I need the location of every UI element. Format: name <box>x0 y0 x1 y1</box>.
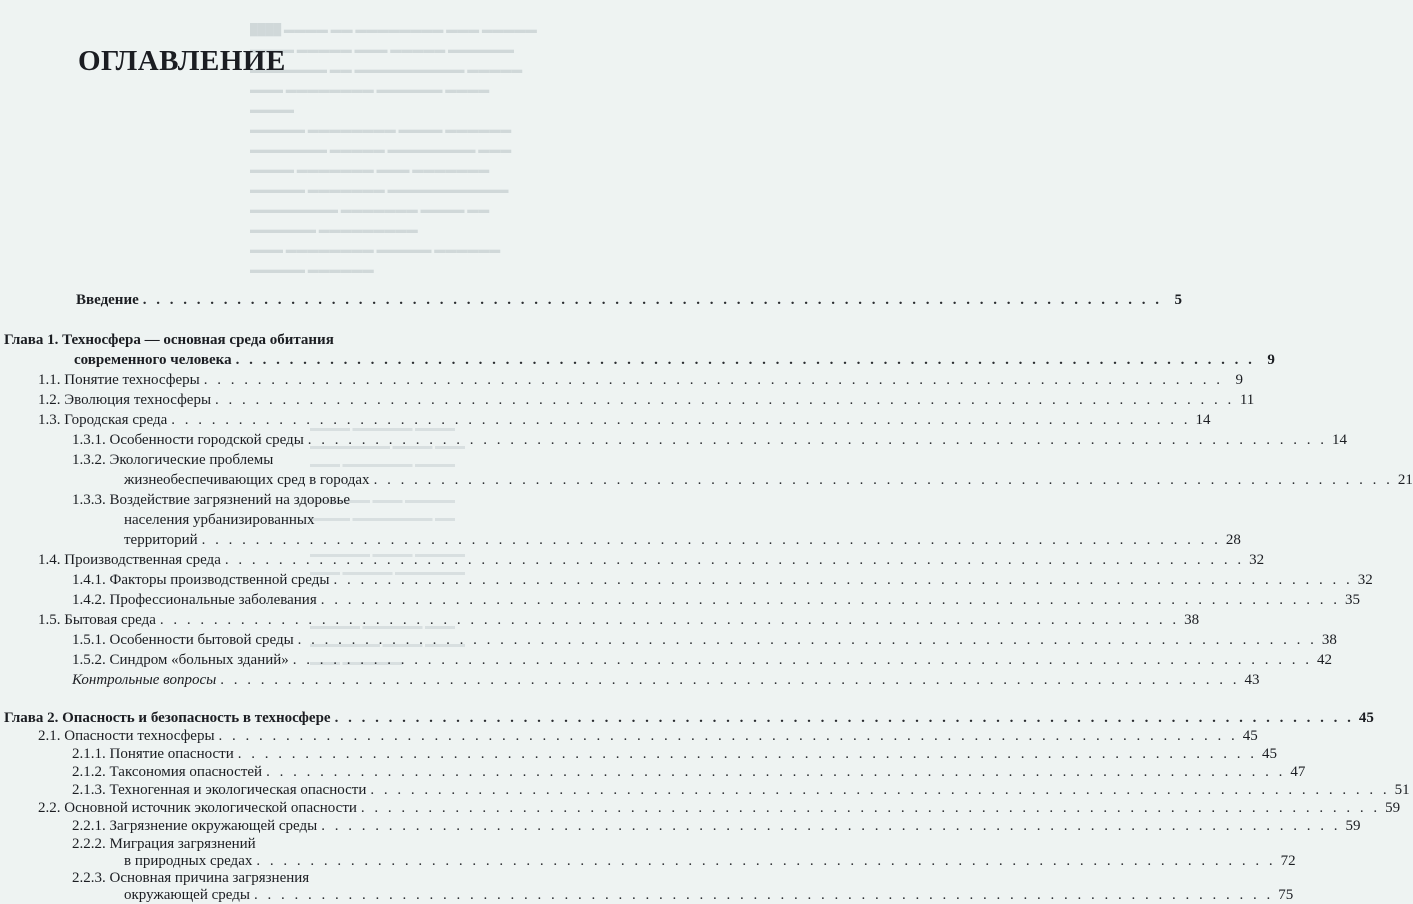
toc-page-number: 47 <box>1290 763 1306 780</box>
bleed-through-texture: ████ ▬▬▬▬ ▬▬ ▬▬▬▬▬▬▬▬ ▬▬▬ ▬▬▬▬▬ ▬▬▬▬ ▬▬▬▬▬ ▬▬▬ ▬▬▬▬▬ ▬▬▬▬▬▬ ▬▬▬▬▬▬▬ ▬▬ ▬▬▬▬▬▬▬▬▬▬ ▬▬▬▬▬ ▬▬▬ ▬▬▬▬▬▬▬▬ ▬▬▬▬▬▬ ▬▬▬▬ ▬▬▬▬ ▬▬▬▬▬ ▬▬▬▬▬▬▬▬ ▬▬▬▬ ▬▬▬▬▬▬ ▬▬▬▬▬▬▬ ▬▬▬▬▬ ▬▬▬▬▬▬▬▬ ▬▬▬ ▬▬▬▬ ▬▬▬▬▬▬▬ ▬▬▬ ▬▬▬▬▬▬▬ ▬▬▬▬▬ ▬▬▬▬▬▬▬ ▬▬▬▬▬▬▬▬▬▬▬ ▬▬▬▬▬▬▬▬ ▬▬▬▬▬▬▬ ▬▬▬▬ ▬▬ ▬▬▬▬▬▬ ▬▬▬▬▬▬▬▬▬ ▬▬▬ ▬▬▬▬▬▬▬▬ ▬▬▬▬▬ ▬▬▬▬▬▬ ▬▬▬▬▬ ▬▬▬▬▬▬ <box>250 24 537 276</box>
toc-page-number: 51 <box>1394 781 1410 798</box>
toc-page-number: 28 <box>1225 532 1241 548</box>
toc-entry-1-2 <box>38 392 1255 409</box>
toc-entry-2-2-2: 2.2.2. Миграция загрязнений <box>72 835 256 852</box>
toc-entry-label: Глава 2. Опасность и безопасность в техносфере <box>4 709 331 726</box>
toc-page-number: 43 <box>1244 672 1260 688</box>
toc-page-number: 11 <box>1239 392 1255 408</box>
dot-leader <box>202 532 1221 549</box>
dot-leader <box>160 612 1179 629</box>
toc-entry-2-1-1 <box>72 745 1277 763</box>
toc-entry-label: 2.1. Опасности техносферы <box>38 727 215 744</box>
toc-entry-1-1 <box>38 372 1243 389</box>
dot-leader <box>238 746 1257 763</box>
toc-entry-label: 1.3.1. Особенности городской среды <box>72 432 304 448</box>
dot-leader <box>361 800 1380 817</box>
toc-entry-1-4-2 <box>72 592 1360 609</box>
toc-entry-1-5 <box>38 612 1200 629</box>
toc-entry-2-2-1 <box>72 817 1361 835</box>
toc-entry-1-3-3: 1.3.3. Воздействие загрязнений на здоровье <box>72 492 351 508</box>
toc-entry-label: 1.2. Эволюция техносферы <box>38 392 212 408</box>
toc-entry-2-2 <box>38 799 1401 817</box>
toc-entry-1-5-1 <box>72 632 1337 649</box>
toc-entry-label: 1.5.2. Синдром «больных зданий» <box>72 652 289 668</box>
toc-page-number: 9 <box>1235 372 1243 388</box>
toc-entry-review-questions <box>72 672 1260 689</box>
dot-leader <box>236 352 1255 369</box>
toc-page-number: 32 <box>1249 552 1265 568</box>
toc-entry-1-3 <box>38 412 1211 429</box>
toc-entry-label: Контрольные вопросы <box>72 672 217 688</box>
toc-entry-2-1-2 <box>72 763 1306 781</box>
toc-entry-1-3-3-cont2 <box>124 532 1241 549</box>
toc-entry-1-5-2 <box>72 652 1333 669</box>
dot-leader <box>225 552 1244 569</box>
toc-entry-label: Введение <box>76 292 139 308</box>
dot-leader <box>219 728 1238 745</box>
toc-page-number: 45 <box>1358 709 1374 726</box>
toc-entry-label: современного человека <box>74 352 232 368</box>
toc-entry-1-3-2-cont <box>124 472 1413 489</box>
toc-page-number: 38 <box>1321 632 1337 648</box>
bleed-through-texture-lower: ▬▬▬▬ ▬▬▬▬▬▬ ▬▬▬▬ ▬▬▬▬▬▬▬▬ ▬▬▬▬ ▬▬▬ ▬▬▬ ▬▬▬▬▬▬▬ ▬▬▬▬ ▬▬▬▬▬▬ ▬▬▬ ▬▬▬▬▬ ▬▬▬▬ ▬▬▬▬▬▬▬▬ ▬▬ ▬▬▬▬▬▬ ▬▬▬▬ ▬▬▬▬▬ ▬▬▬ ▬▬▬▬▬ ▬▬▬▬▬▬▬ ▬▬▬▬▬ ▬▬▬▬▬▬ ▬▬▬ ▬▬▬▬▬▬▬ ▬▬▬▬ ▬▬▬▬ ▬▬▬ ▬▬▬▬▬▬ <box>310 423 465 668</box>
toc-entry-label: 2.2.1. Загрязнение окружающей среды <box>72 817 318 834</box>
toc-page-number: 32 <box>1357 572 1373 588</box>
toc-page-number: 14 <box>1332 432 1348 448</box>
toc-entry-label: 2.1.2. Таксономия опасностей <box>72 763 263 780</box>
toc-page-number: 72 <box>1280 853 1296 869</box>
toc-entry-label: жизнеобеспечивающих сред в городах <box>124 472 370 488</box>
dot-leader <box>293 652 1312 669</box>
toc-page-number: 42 <box>1317 652 1333 668</box>
toc-page-number: 59 <box>1385 799 1401 816</box>
dot-leader <box>374 472 1393 489</box>
toc-entry-label: 2.1.1. Понятие опасности <box>72 745 234 762</box>
toc-entry-chapter-1: Глава 1. Техносфера — основная среда обитания <box>4 332 334 348</box>
toc-page-number: 35 <box>1345 592 1360 608</box>
toc-entry-label: в природных средах <box>124 853 253 869</box>
dot-leader <box>321 592 1340 609</box>
toc-entry-label: 1.3. Городская среда <box>38 412 168 428</box>
dot-leader <box>204 372 1223 389</box>
dot-leader <box>321 818 1340 835</box>
dot-leader <box>171 412 1190 429</box>
toc-page-number: 9 <box>1267 352 1275 368</box>
dot-leader <box>333 572 1352 589</box>
toc-entry-label: 1.5.1. Особенности бытовой среды <box>72 632 294 648</box>
dot-leader <box>143 292 1162 309</box>
toc-entry-label: 2.1.3. Техногенная и экологическая опасности <box>72 781 367 798</box>
toc-entry-1-4 <box>38 552 1265 569</box>
dot-leader <box>335 710 1354 727</box>
dot-leader <box>254 887 1273 904</box>
toc-entry-1-3-1 <box>72 432 1348 449</box>
toc-page-number: 45 <box>1261 745 1277 762</box>
page-title: ОГЛАВЛЕНИЕ <box>78 45 286 78</box>
dot-leader <box>256 853 1275 870</box>
toc-entry-label: 2.2. Основной источник экологической опасности <box>38 799 357 816</box>
toc-entry-label: 1.5. Бытовая среда <box>38 612 156 628</box>
toc-entry-label: 1.4.2. Профессиональные заболевания <box>72 592 317 608</box>
toc-entry-2-2-2-cont <box>124 853 1296 870</box>
toc-entry-label: 1.4. Производственная среда <box>38 552 221 568</box>
dot-leader <box>370 782 1389 799</box>
toc-entry-label: окружающей среды <box>124 887 250 904</box>
toc-entry-label: территорий <box>124 532 198 548</box>
toc-entry-label: 1.4.1. Факторы производственной среды <box>72 572 330 588</box>
toc-entry-1-3-3-cont: населения урбанизированных <box>124 512 315 528</box>
toc-page-number: 45 <box>1242 727 1258 744</box>
toc-page-number: 38 <box>1184 612 1200 628</box>
toc-entry-chapter-1-cont <box>74 352 1275 369</box>
toc-entry-label: 1.1. Понятие техносферы <box>38 372 200 388</box>
toc-page-number: 14 <box>1195 412 1211 428</box>
toc-entry-2-1 <box>38 727 1258 745</box>
toc-page-number: 21 <box>1397 472 1413 488</box>
toc-page-number: 5 <box>1174 292 1183 308</box>
toc-entry-1-4-1 <box>72 572 1373 589</box>
toc-entry-introduction <box>76 292 1183 309</box>
toc-page-number: 75 <box>1278 887 1294 904</box>
dot-leader <box>220 672 1239 689</box>
toc-page-number: 59 <box>1345 817 1361 834</box>
toc-entry-1-3-2: 1.3.2. Экологические проблемы <box>72 452 274 468</box>
toc-entry-2-2-3-cont <box>124 887 1294 904</box>
dot-leader <box>298 632 1317 649</box>
toc-entry-2-2-3: 2.2.3. Основная причина загрязнения <box>72 870 310 887</box>
dot-leader <box>266 764 1285 781</box>
toc-entry-chapter-2 <box>4 709 1374 727</box>
dot-leader <box>215 392 1234 409</box>
dot-leader <box>308 432 1327 449</box>
toc-entry-2-1-3 <box>72 781 1410 799</box>
